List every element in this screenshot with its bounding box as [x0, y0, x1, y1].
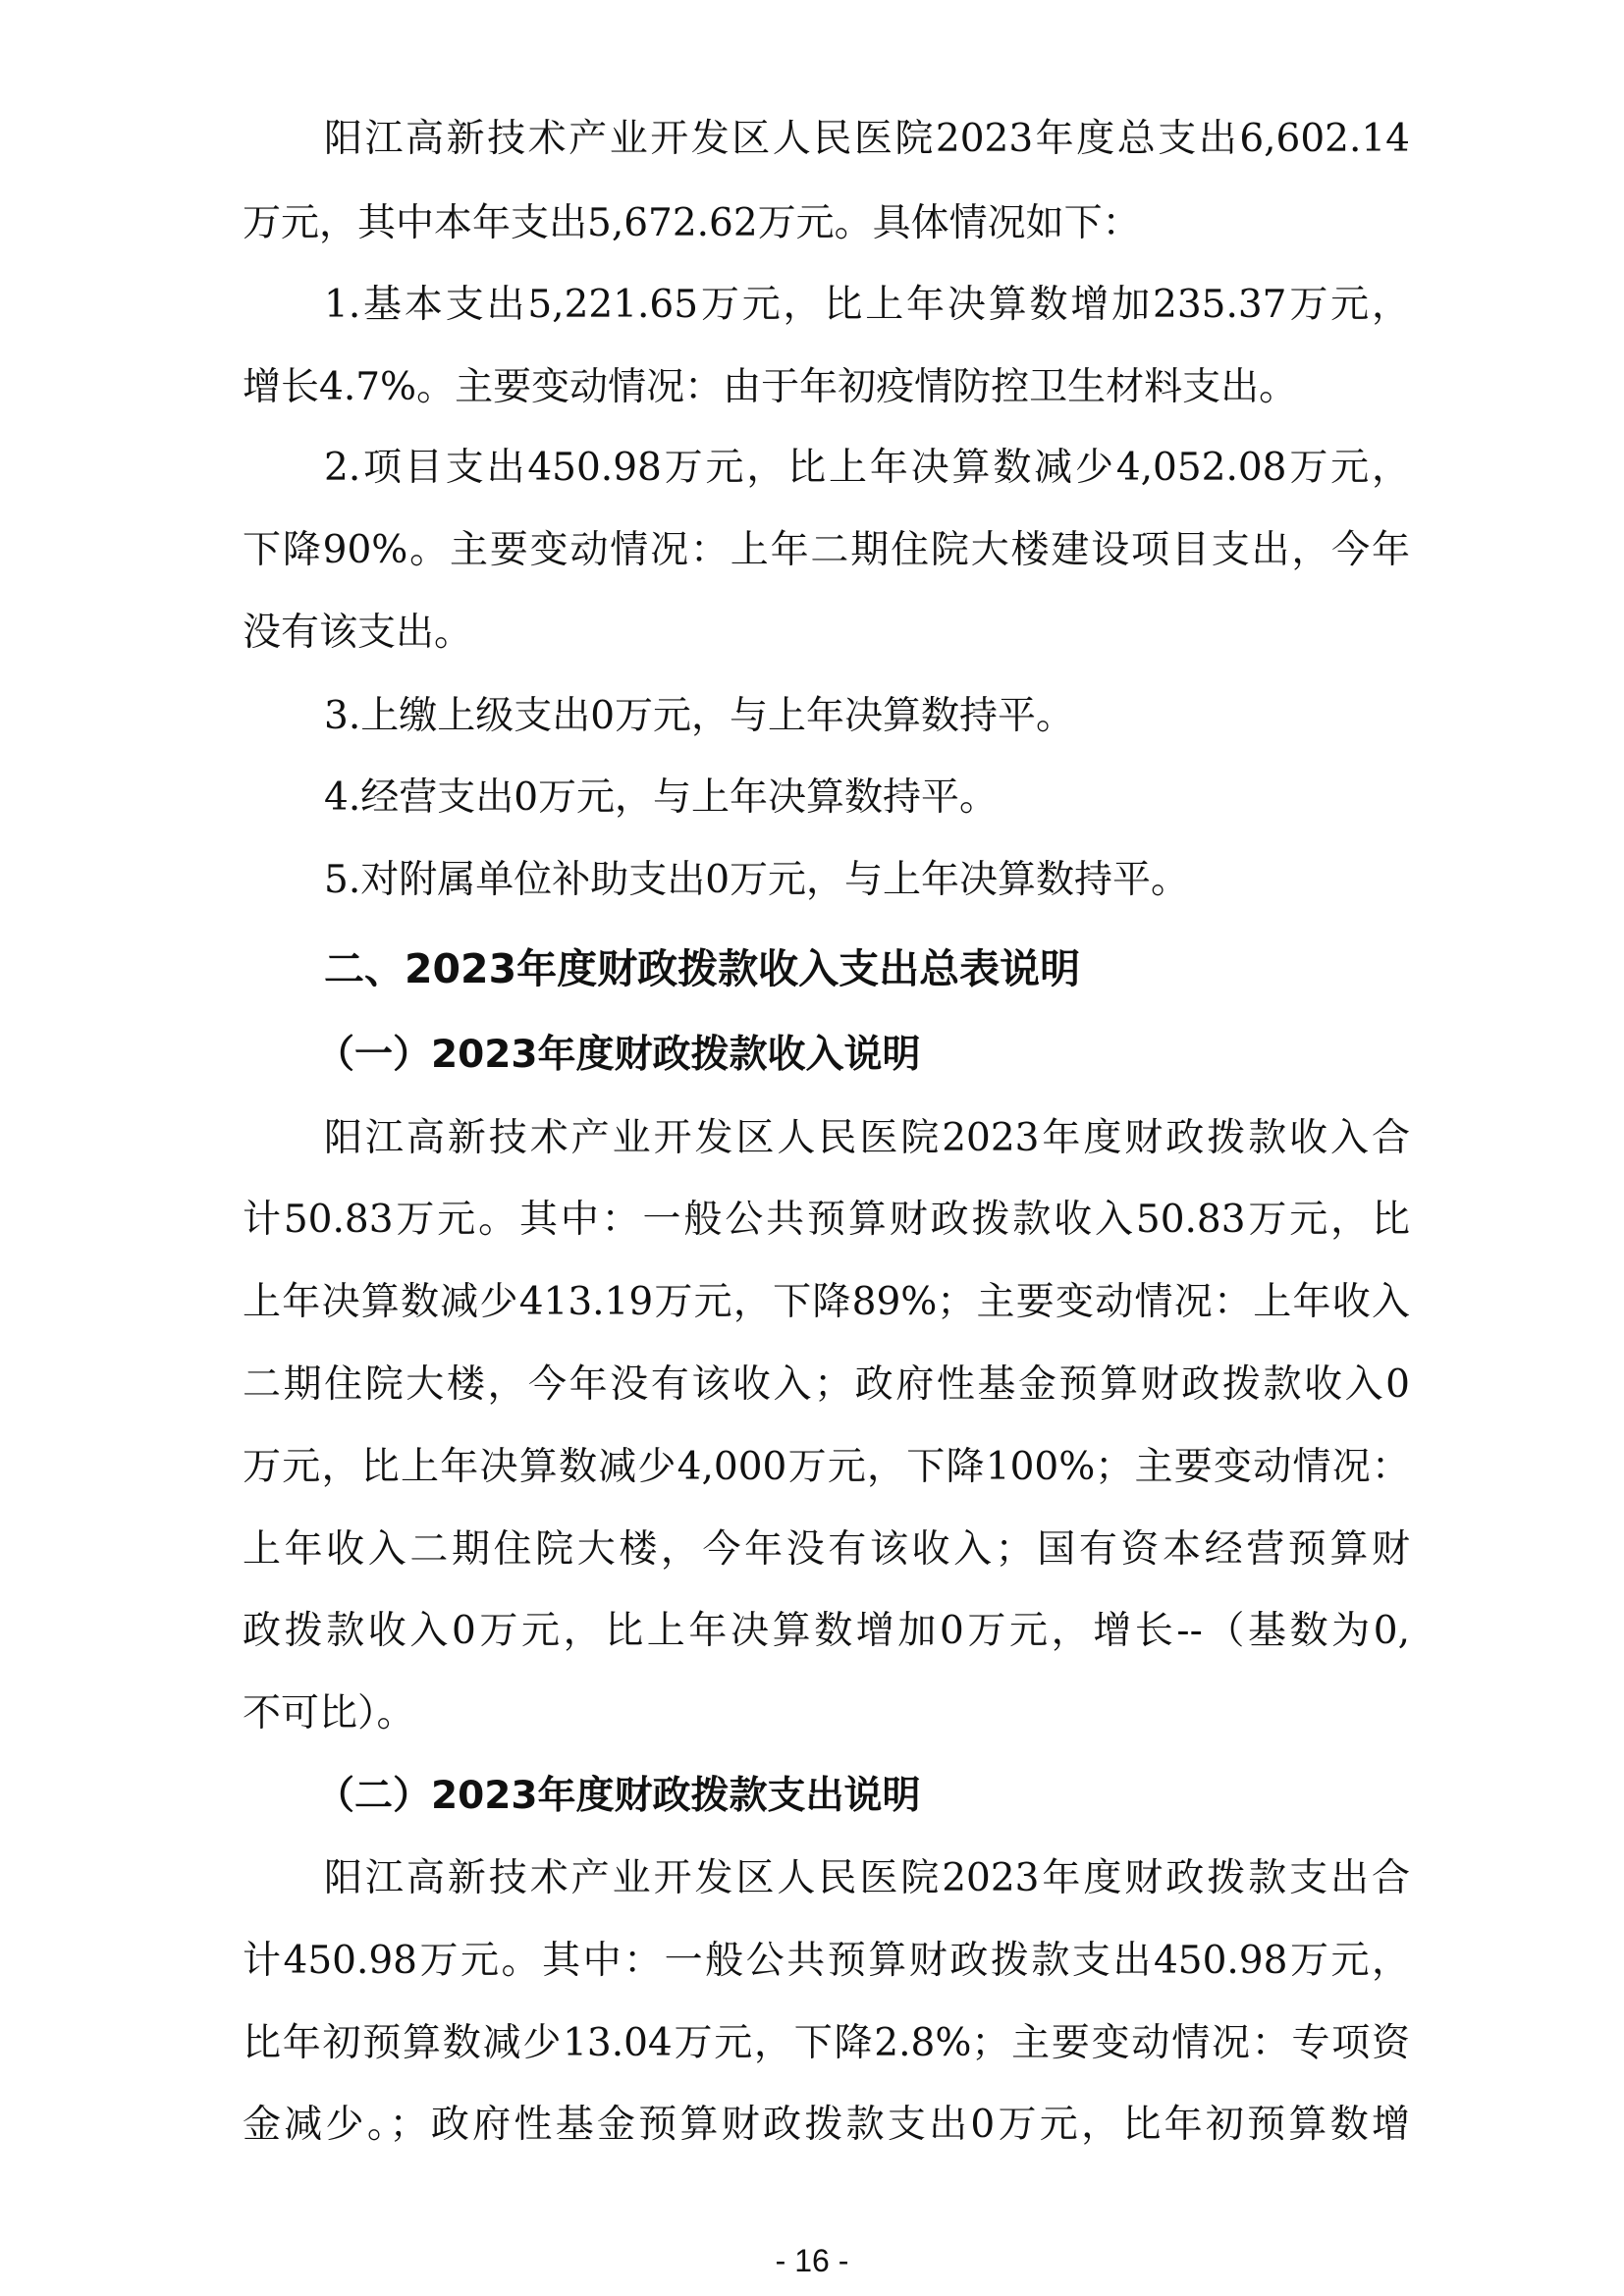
- paragraph-line: 万元，比上年决算数减少4,000万元，下降100%；主要变动情况：: [243, 1445, 1410, 1489]
- list-item-line: 2.项目支出450.98万元，比上年决算数减少4,052.08万元，: [324, 446, 1410, 490]
- list-item: 4.经营支出0万元，与上年决算数持平。: [324, 775, 999, 820]
- paragraph-line: 计50.83万元。其中：一般公共预算财政拨款收入50.83万元，比: [243, 1198, 1410, 1242]
- section-heading: 二、2023年度财政拨款收入支出总表说明: [324, 945, 1081, 992]
- paragraph-line: 阳江高新技术产业开发区人民医院2023年度总支出6,602.14: [324, 117, 1410, 161]
- paragraph-line: 二期住院大楼，今年没有该收入；政府性基金预算财政拨款收入0: [243, 1362, 1410, 1407]
- paragraph-line: 政拨款收入0万元，比上年决算数增加0万元，增长--（基数为0,: [243, 1609, 1410, 1653]
- list-item-line: 下降90%。主要变动情况：上年二期住院大楼建设项目支出，今年: [243, 528, 1410, 572]
- list-item: 5.对附属单位补助支出0万元，与上年决算数持平。: [324, 858, 1190, 902]
- page-number: - 16 -: [775, 2243, 849, 2278]
- list-item: 3.上缴上级支出0万元，与上年决算数持平。: [324, 694, 1075, 738]
- subsection-heading: （一）2023年度财政拨款收入说明: [316, 1033, 921, 1077]
- paragraph-line: 比年初预算数减少13.04万元，下降2.8%；主要变动情况：专项资: [243, 2021, 1410, 2065]
- list-item-line: 1.基本支出5,221.65万元，比上年决算数增加235.37万元，: [324, 283, 1410, 327]
- paragraph-line: 上年收入二期住院大楼，今年没有该收入；国有资本经营预算财: [243, 1527, 1410, 1572]
- paragraph-line: 不可比）。: [243, 1691, 415, 1735]
- list-item-line: 增长4.7%。主要变动情况：由于年初疫情防控卫生材料支出。: [243, 365, 1298, 409]
- paragraph-line: 万元，其中本年支出5,672.62万元。具体情况如下：: [243, 201, 1141, 245]
- paragraph-line: 上年决算数减少413.19万元，下降89%；主要变动情况：上年收入: [243, 1280, 1410, 1324]
- paragraph-line: 阳江高新技术产业开发区人民医院2023年度财政拨款支出合: [324, 1856, 1410, 1900]
- list-item-line: 没有该支出。: [243, 611, 473, 655]
- paragraph-line: 金减少。；政府性基金预算财政拨款支出0万元，比年初预算数增: [243, 2103, 1410, 2147]
- paragraph-line: 计450.98万元。其中：一般公共预算财政拨款支出450.98万元，: [243, 1939, 1410, 1983]
- paragraph-line: 阳江高新技术产业开发区人民医院2023年度财政拨款收入合: [324, 1116, 1410, 1160]
- subsection-heading: （二）2023年度财政拨款支出说明: [316, 1774, 921, 1818]
